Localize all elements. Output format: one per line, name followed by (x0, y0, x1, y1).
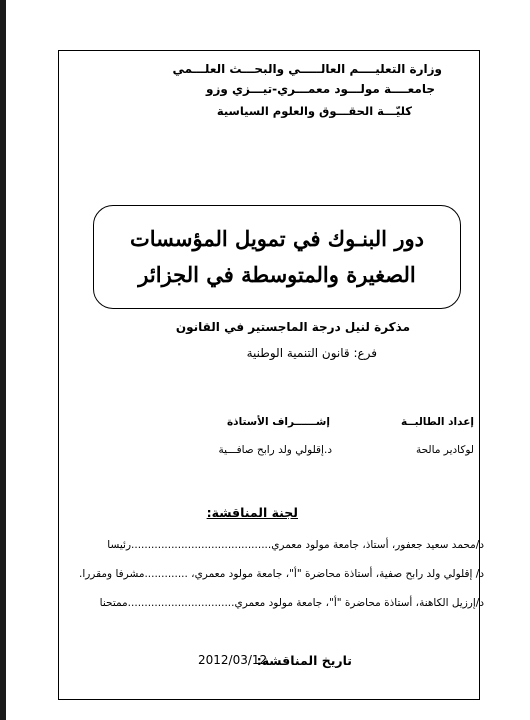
committee-member: د/ إقلولي ولد رابح صفية، أستاذة محاضرة "أ"، جامعة مولود معمري، .............مشرفا ومقررا. (78, 568, 484, 580)
university-name: جامعــــة مولـــود معمـــري-تيـــزي وزو (205, 82, 435, 96)
ministry-name: وزارة التعليــــم العالـــــي والبحـــث العلـــمي (172, 62, 442, 76)
branch-statement: فرع: قانون التنمية الوطنية (246, 346, 377, 360)
committee-member: د/محمد سعيد جعفور، أستاذ، جامعة مولود معمري..........................................رئيسا (107, 539, 484, 551)
faculty-name: كليّـــة الحقـــوق والعلوم السياسية (216, 104, 412, 118)
thesis-title-line-2: الصغيرة والمتوسطة في الجزائر (138, 262, 416, 287)
student-name: لوكادير مالحة (416, 444, 474, 456)
supervisor-label: إشــــــراف الأستاذة (226, 416, 330, 428)
committee-heading: لجنة المناقشة: (206, 505, 298, 520)
student-label: إعداد الطالبــة (401, 416, 474, 428)
thesis-title-line-1: دور البنـوك في تمويل المؤسسات (130, 226, 424, 251)
degree-statement: مذكرة لنيل درجة الماجستير في القانون (175, 320, 410, 334)
supervisor-name: د.إقلولي ولد رابح صافـــية (218, 444, 332, 456)
defense-date-label: تاريخ المناقشة: (256, 653, 352, 668)
committee-member: د/إرزيل الكاهنة، أستاذة محاضرة "أ"، جامعة مولود معمري................................ممتحنا (99, 597, 484, 609)
scan-edge (0, 0, 6, 720)
title-box (93, 205, 461, 309)
defense-date: 2012/03/12 (198, 653, 268, 667)
